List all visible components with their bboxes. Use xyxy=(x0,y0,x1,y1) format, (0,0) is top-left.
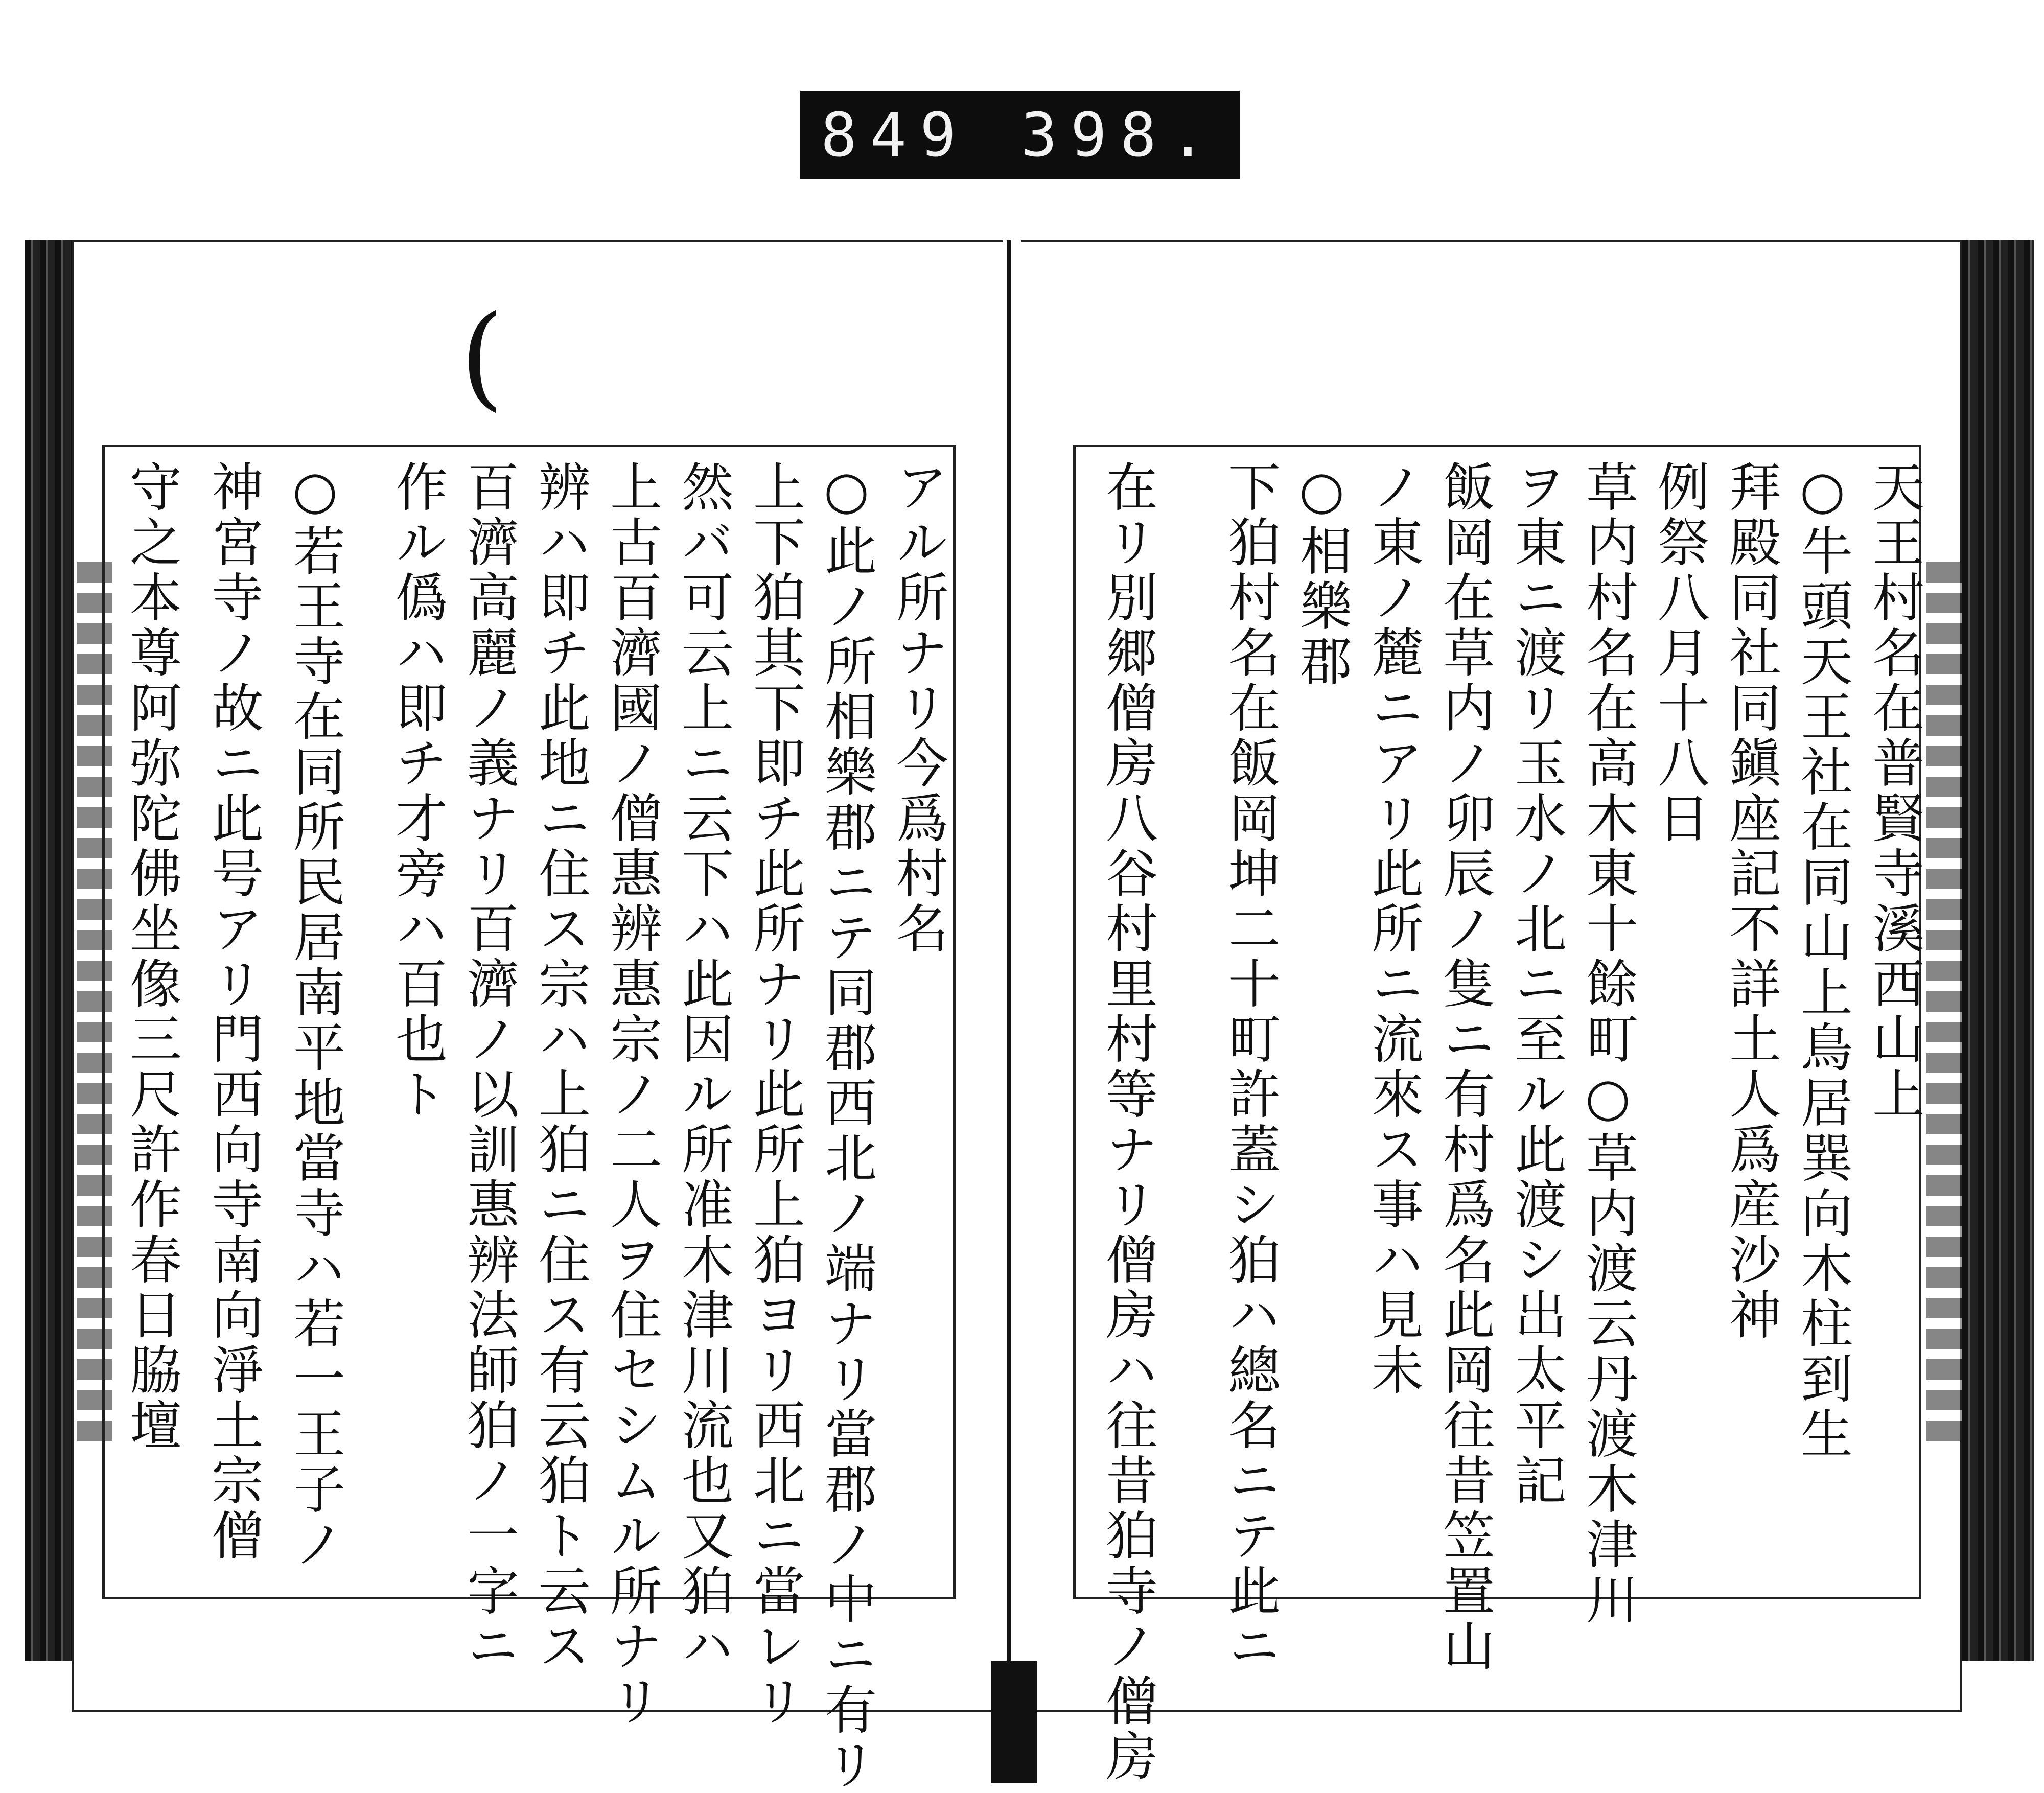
left-line-4: 然バ可云上ニ云下ハ此因ル所准木津川流也又狛ハ xyxy=(673,460,734,1674)
left-line-10: 神宮寺ノ故ニ此号アリ門西向寺南向淨土宗僧 xyxy=(203,460,264,1564)
left-line-2: ○此ノ所相樂郡ニテ同郡西北ノ端ナリ當郡ノ中ニ有リ xyxy=(816,460,877,1793)
left-line-5: 上古百濟國ノ僧惠辨惠宗ノ二人ヲ住セシムル所ナリ xyxy=(601,460,662,1729)
archive-label-left: 849 xyxy=(821,100,970,170)
book-edge-left xyxy=(25,240,76,1661)
right-line-2: ○牛頭天王社在同山上鳥居巽向木柱到生 xyxy=(1792,460,1853,1462)
left-line-9: ○若王寺在同所民居南平地當寺ハ若一王子ノ xyxy=(285,460,345,1572)
right-line-5: 草内村名在高木東十餘町○草内渡云丹渡木津川 xyxy=(1577,460,1638,1627)
spine-block xyxy=(991,1661,1037,1783)
left-line-11: 守之本尊阿弥陀佛坐像三尺許作春日脇壇 xyxy=(121,460,182,1453)
left-line-3: 上下狛其下即チ此所ナリ此所上狛ヨリ西北ニ當レリ xyxy=(745,460,805,1729)
left-line-6: 辨ハ即チ此地ニ住ス宗ハ上狛ニ住ス有云狛ト云ス xyxy=(530,460,591,1674)
right-line-10: 下狛村名在飯岡坤二十町許蓋シ狛ハ總名ニテ此ニ xyxy=(1220,460,1281,1674)
right-line-9: ○相樂郡 xyxy=(1291,460,1352,689)
right-line-8: ノ東ノ麓ニアリ此所ニ流來ス事ハ見未 xyxy=(1363,460,1424,1398)
ink-mark: ( xyxy=(460,291,504,422)
right-line-4: 例祭八月十八日 xyxy=(1649,460,1710,846)
gutter xyxy=(1003,240,1021,1783)
right-line-6: ヲ東ニ渡リ玉水ノ北ニ至ル此渡シ出太平記 xyxy=(1506,460,1567,1508)
right-page-header-strip xyxy=(1926,562,1962,1441)
archive-label-right: 398. xyxy=(1020,100,1219,170)
archive-label xyxy=(800,91,1240,179)
right-line-7: 飯岡在草内ノ卯辰ノ隻ニ有村爲名此岡往昔笠置山 xyxy=(1434,460,1495,1674)
right-line-1: 天王村名在普賢寺溪西山上 xyxy=(1864,460,1924,1122)
book-edge-right xyxy=(1962,240,2034,1661)
left-line-7: 百濟高麗ノ義ナリ百濟ノ以訓惠辨法師狛ノ一字ニ xyxy=(458,460,519,1674)
left-line-1: アル所ナリ今爲村名 xyxy=(888,460,948,957)
right-line-3: 拜殿同社同鎭座記不詳土人爲産沙神 xyxy=(1721,460,1781,1343)
right-line-11: 在リ別郷僧房八谷村里村等ナリ僧房ハ往昔狛寺ノ僧房 xyxy=(1097,460,1158,1784)
left-line-8: 作ル僞ハ即チ才旁ハ百也ト xyxy=(387,460,448,1122)
